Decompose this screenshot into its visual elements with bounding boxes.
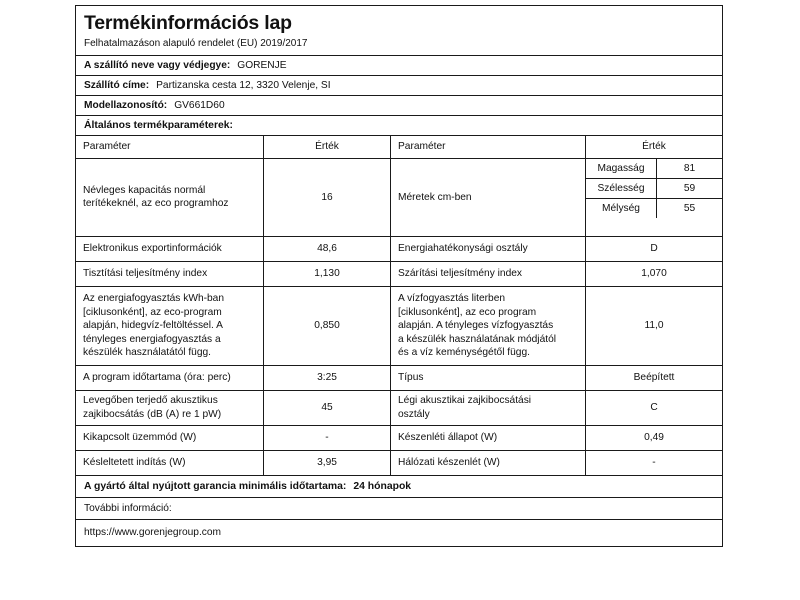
address-value: Partizanska cesta 12, 3320 Velenje, SI <box>156 80 331 92</box>
supplier-value: GORENJE <box>237 60 287 72</box>
dimensions-group <box>586 159 722 236</box>
value-drying-performance-index: 1,070 <box>641 268 667 280</box>
dimension-height-value: 81 <box>683 162 696 174</box>
dimension-depth-value: 55 <box>683 202 696 214</box>
address-label: Szállító címe: <box>84 80 150 92</box>
table-row <box>76 366 722 391</box>
param-noise-emission-class <box>391 391 586 425</box>
value-type: Beépített <box>633 372 675 384</box>
param-energy-consumption-line5: készülék használatától függ. <box>83 347 211 359</box>
param-noise-emission-class-line1: Légi akusztikai zajkibocsátási <box>398 395 532 407</box>
dimension-height-label: Magasság <box>586 159 657 178</box>
param-energy-consumption-line3: alapján, hidegvíz-feltöltéssel. A <box>83 320 223 332</box>
param-standby-mode: Készenléti állapot (W) <box>391 426 586 450</box>
value-networked-standby: - <box>652 457 656 469</box>
dimension-width-label: Szélesség <box>586 179 657 198</box>
param-water-consumption <box>391 287 586 365</box>
value-electronic-export-info: 48,6 <box>264 237 391 261</box>
value-energy-consumption: 0,850 <box>264 287 391 365</box>
section-label: Általános termékparaméterek: <box>84 120 234 132</box>
table-row <box>76 262 722 287</box>
value-delay-start: 3,95 <box>264 451 391 475</box>
value-water-consumption: 11,0 <box>644 320 664 332</box>
param-water-consumption-line1: A vízfogyasztás literben <box>398 293 506 305</box>
param-rated-capacity-line2: terítékeknél, az eco programhoz <box>83 198 229 210</box>
param-drying-performance-index: Szárítási teljesítmény index <box>391 262 586 286</box>
param-dimensions: Méretek cm-ben <box>391 159 586 236</box>
param-rated-capacity-line1: Névleges kapacitás normál <box>83 184 206 196</box>
column-header-parameter-left: Paraméter <box>76 136 264 157</box>
table-header-row <box>76 136 722 158</box>
value-rated-capacity: 16 <box>264 159 391 236</box>
param-energy-consumption-line2: [ciklusonként], az eco-program <box>83 306 222 318</box>
column-header-value-left: Érték <box>264 136 391 157</box>
value-off-mode: - <box>264 426 391 450</box>
param-delay-start: Késleltetett indítás (W) <box>76 451 264 475</box>
value-program-duration: 3:25 <box>264 366 391 390</box>
supplier-website-link[interactable]: https://www.gorenjegroup.com <box>84 526 222 538</box>
guarantee-row <box>76 476 722 498</box>
general-parameters-section-header <box>76 116 722 136</box>
param-networked-standby: Hálózati készenlét (W) <box>391 451 586 475</box>
dimension-depth-label: Mélység <box>586 199 657 218</box>
dimension-width-row <box>586 179 722 199</box>
value-energy-efficiency-class: D <box>650 243 658 255</box>
model-label: Modellazonosító: <box>84 100 168 112</box>
column-header-parameter-right: Paraméter <box>391 136 586 157</box>
param-cleaning-performance-index: Tisztítási teljesítmény index <box>76 262 264 286</box>
page-title: Termékinformációs lap <box>84 12 292 34</box>
value-airborne-noise-emissions: 45 <box>264 391 391 425</box>
address-row <box>76 76 722 96</box>
model-value: GV661D60 <box>174 100 225 112</box>
guarantee-label: A gyártó által nyújtott garancia minimális időtartama: <box>84 480 347 492</box>
param-water-consumption-line5: és a víz keménységétől függ. <box>398 347 530 359</box>
param-airborne-noise-emissions <box>76 391 264 425</box>
regulation-subtitle: Felhatalmazáson alapuló rendelet (EU) 2019/2017 <box>84 38 308 50</box>
table-row <box>76 451 722 476</box>
guarantee-value: 24 hónapok <box>353 480 412 492</box>
param-airborne-noise-emissions-line1: Levegőben terjedő akusztikus <box>83 395 218 407</box>
param-energy-consumption <box>76 287 264 365</box>
model-row <box>76 96 722 116</box>
table-row <box>76 391 722 426</box>
param-noise-emission-class-line2: osztály <box>398 408 430 420</box>
dimension-width-value: 59 <box>683 182 696 194</box>
supplier-label: A szállító neve vagy védjegye: <box>84 60 231 72</box>
param-energy-efficiency-class: Energiahatékonysági osztály <box>391 237 586 261</box>
value-noise-emission-class: C <box>650 402 658 414</box>
value-standby-mode: 0,49 <box>644 432 664 444</box>
dimension-depth-row <box>586 199 722 218</box>
dimension-height-row <box>586 159 722 179</box>
param-water-consumption-line4: a készülék használatának módjától <box>398 333 557 345</box>
param-water-consumption-line3: alapján. A tényleges vízfogyasztás <box>398 320 554 332</box>
table-row <box>76 159 722 237</box>
table-row <box>76 426 722 451</box>
param-water-consumption-line2: [ciklusonként], az eco program <box>398 306 537 318</box>
url-row <box>76 520 722 547</box>
param-type: Típus <box>391 366 586 390</box>
supplier-row <box>76 56 722 76</box>
param-rated-capacity <box>76 159 264 236</box>
product-information-sheet <box>75 5 723 547</box>
param-energy-consumption-line1: Az energiafogyasztás kWh-ban <box>83 293 224 305</box>
param-off-mode: Kikapcsolt üzemmód (W) <box>76 426 264 450</box>
param-electronic-export-info: Elektronikus exportinformációk <box>76 237 264 261</box>
column-header-value-right: Érték <box>642 141 666 153</box>
more-info-row <box>76 498 722 520</box>
table-row <box>76 237 722 262</box>
table-row <box>76 287 722 366</box>
param-program-duration: A program időtartama (óra: perc) <box>76 366 264 390</box>
document-header <box>76 6 722 56</box>
more-info-label: További információ: <box>84 502 172 514</box>
value-cleaning-performance-index: 1,130 <box>264 262 391 286</box>
param-energy-consumption-line4: tényleges energiafogyasztás a <box>83 333 221 345</box>
param-airborne-noise-emissions-line2: zajkibocsátás (dB (A) re 1 pW) <box>83 408 222 420</box>
